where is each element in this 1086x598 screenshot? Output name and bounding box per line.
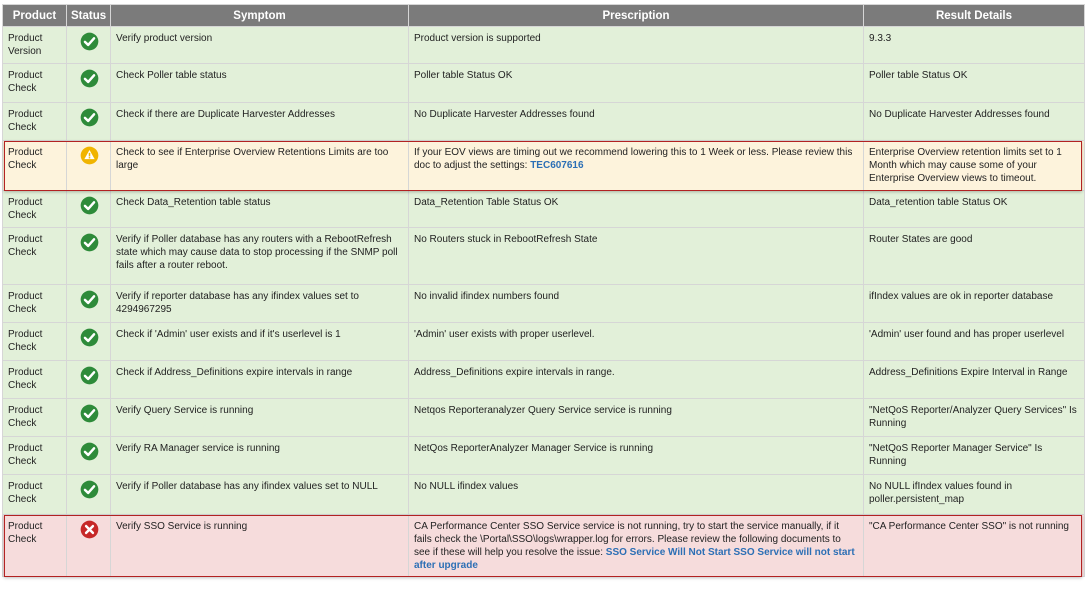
status-cell <box>67 475 111 515</box>
result-details-cell: Poller table Status OK <box>864 64 1085 103</box>
prescription-text: No Duplicate Harvester Addresses found <box>414 109 595 120</box>
prescription-cell <box>409 361 864 399</box>
pass-check-icon <box>80 480 99 499</box>
status-cell <box>67 437 111 475</box>
pass-check-icon <box>80 32 99 51</box>
symptom-cell: Check if 'Admin' user exists and if it's userlevel is 1 <box>111 323 409 361</box>
result-details-cell: 9.3.3 <box>864 27 1085 64</box>
prescription-cell <box>409 437 864 475</box>
status-cell <box>67 191 111 228</box>
symptom-cell: Check if Address_Definitions expire intervals in range <box>111 361 409 399</box>
prescription-cell <box>409 191 864 228</box>
prescription-text: No invalid ifindex numbers found <box>414 291 560 302</box>
result-details-cell: No NULL ifIndex values found in poller.persistent_map <box>864 475 1085 515</box>
prescription-text: If your EOV views are timing out we recommend lowering this to 1 Week or less. Please review this doc to adjust the settings: <box>414 147 853 171</box>
result-details-cell: Address_Definitions Expire Interval in Range <box>864 361 1085 399</box>
prescription-text: Product version is supported <box>414 33 541 44</box>
product-cell: Product Check <box>3 228 67 285</box>
table-row <box>3 103 1085 141</box>
symptom-cell: Verify RA Manager service is running <box>111 437 409 475</box>
result-details-cell: Router States are good <box>864 228 1085 285</box>
product-cell: Product Check <box>3 141 67 191</box>
product-cell: Product Check <box>3 64 67 103</box>
status-cell <box>67 323 111 361</box>
result-details-cell: ifIndex values are ok in reporter database <box>864 285 1085 323</box>
result-details-cell: Data_retention table Status OK <box>864 191 1085 228</box>
status-cell <box>67 285 111 323</box>
prescription-cell <box>409 515 864 577</box>
table-row <box>3 399 1085 437</box>
prescription-text: Poller table Status OK <box>414 70 513 81</box>
symptom-cell: Verify if Poller database has any ifindex values set to NULL <box>111 475 409 515</box>
result-details-cell: No Duplicate Harvester Addresses found <box>864 103 1085 141</box>
product-cell: Product Check <box>3 323 67 361</box>
status-cell <box>67 228 111 285</box>
prescription-cell <box>409 475 864 515</box>
product-cell: Product Check <box>3 475 67 515</box>
result-details-cell: "NetQoS Reporter/Analyzer Query Services" Is Running <box>864 399 1085 437</box>
symptom-cell: Verify product version <box>111 27 409 64</box>
status-cell <box>67 515 111 577</box>
prescription-text: No Routers stuck in RebootRefresh State <box>414 234 598 245</box>
prescription-text: 'Admin' user exists with proper userlevel. <box>414 329 595 340</box>
status-cell <box>67 27 111 64</box>
table-row <box>3 27 1085 64</box>
product-cell: Product Version <box>3 27 67 64</box>
symptom-cell: Check Poller table status <box>111 64 409 103</box>
product-cell: Product Check <box>3 103 67 141</box>
pass-check-icon <box>80 290 99 309</box>
symptom-cell: Check Data_Retention table status <box>111 191 409 228</box>
product-cell: Product Check <box>3 399 67 437</box>
prescription-cell <box>409 323 864 361</box>
product-cell: Product Check <box>3 191 67 228</box>
column-header-product[interactable]: Product <box>3 5 67 27</box>
status-cell <box>67 141 111 191</box>
pass-check-icon <box>80 233 99 252</box>
table-row <box>3 141 1085 191</box>
prescription-cell <box>409 64 864 103</box>
error-x-icon <box>80 520 99 539</box>
results-table <box>2 4 1085 577</box>
table-body <box>3 27 1085 577</box>
pass-check-icon <box>80 328 99 347</box>
pass-check-icon <box>80 69 99 88</box>
product-cell: Product Check <box>3 515 67 577</box>
prescription-cell <box>409 285 864 323</box>
kb-article-link[interactable]: SSO Service Will Not Start <box>605 547 731 558</box>
prescription-text: Netqos Reporteranalyzer Query Service service is running <box>414 405 672 416</box>
prescription-cell <box>409 141 864 191</box>
symptom-cell: Check to see if Enterprise Overview Retentions Limits are too large <box>111 141 409 191</box>
prescription-text: No NULL ifindex values <box>414 481 519 492</box>
table-row <box>3 191 1085 228</box>
kb-article-link[interactable]: SSO Service will not start after upgrade <box>414 547 855 571</box>
result-details-cell: "NetQoS Reporter Manager Service" Is Running <box>864 437 1085 475</box>
column-header-status[interactable]: Status <box>67 5 111 27</box>
product-cell: Product Check <box>3 437 67 475</box>
status-cell <box>67 399 111 437</box>
result-details-cell: "CA Performance Center SSO" is not running <box>864 515 1085 577</box>
result-details-cell: 'Admin' user found and has proper userlevel <box>864 323 1085 361</box>
status-cell <box>67 361 111 399</box>
prescription-cell <box>409 228 864 285</box>
product-cell: Product Check <box>3 285 67 323</box>
symptom-cell: Verify if reporter database has any ifindex values set to 4294967295 <box>111 285 409 323</box>
prescription-text: Address_Definitions expire intervals in range. <box>414 367 615 378</box>
product-cell: Product Check <box>3 361 67 399</box>
symptom-cell: Verify Query Service is running <box>111 399 409 437</box>
pass-check-icon <box>80 366 99 385</box>
table-row <box>3 475 1085 515</box>
prescription-text: NetQos ReporterAnalyzer Manager Service is running <box>414 443 653 454</box>
kb-article-link[interactable]: TEC607616 <box>530 160 584 171</box>
column-header-symptom[interactable]: Symptom <box>111 5 409 27</box>
table-row <box>3 323 1085 361</box>
table-row <box>3 228 1085 285</box>
prescription-cell <box>409 103 864 141</box>
result-details-cell: Enterprise Overview retention limits set to 1 Month which may cause some of your Enterprise Overview views to timeout. <box>864 141 1085 191</box>
column-header-result-details[interactable]: Result Details <box>864 5 1085 27</box>
table-row <box>3 437 1085 475</box>
table-row <box>3 64 1085 103</box>
prescription-cell <box>409 399 864 437</box>
status-cell <box>67 64 111 103</box>
table-row <box>3 285 1085 323</box>
pass-check-icon <box>80 404 99 423</box>
prescription-text: CA Performance Center SSO Service service is not running, try to start the service manually, if it fails check the \Portal\SSO\logs\wrapper.log for errors. Please review the following documents to see if these will help you resolve the issue: <box>414 521 841 558</box>
symptom-cell: Verify SSO Service is running <box>111 515 409 577</box>
pass-check-icon <box>80 108 99 127</box>
symptom-cell: Verify if Poller database has any routers with a RebootRefresh state which may cause data to stop processing if the SNMP poll fails after a router reboot. <box>111 228 409 285</box>
pass-check-icon <box>80 196 99 215</box>
table-row <box>3 515 1085 577</box>
pass-check-icon <box>80 442 99 461</box>
column-header-prescription[interactable]: Prescription <box>409 5 864 27</box>
prescription-text: Data_Retention Table Status OK <box>414 197 559 208</box>
status-cell <box>67 103 111 141</box>
warning-icon <box>80 146 99 165</box>
symptom-cell: Check if there are Duplicate Harvester Addresses <box>111 103 409 141</box>
table-header <box>3 5 1085 27</box>
table-row <box>3 361 1085 399</box>
prescription-cell <box>409 27 864 64</box>
